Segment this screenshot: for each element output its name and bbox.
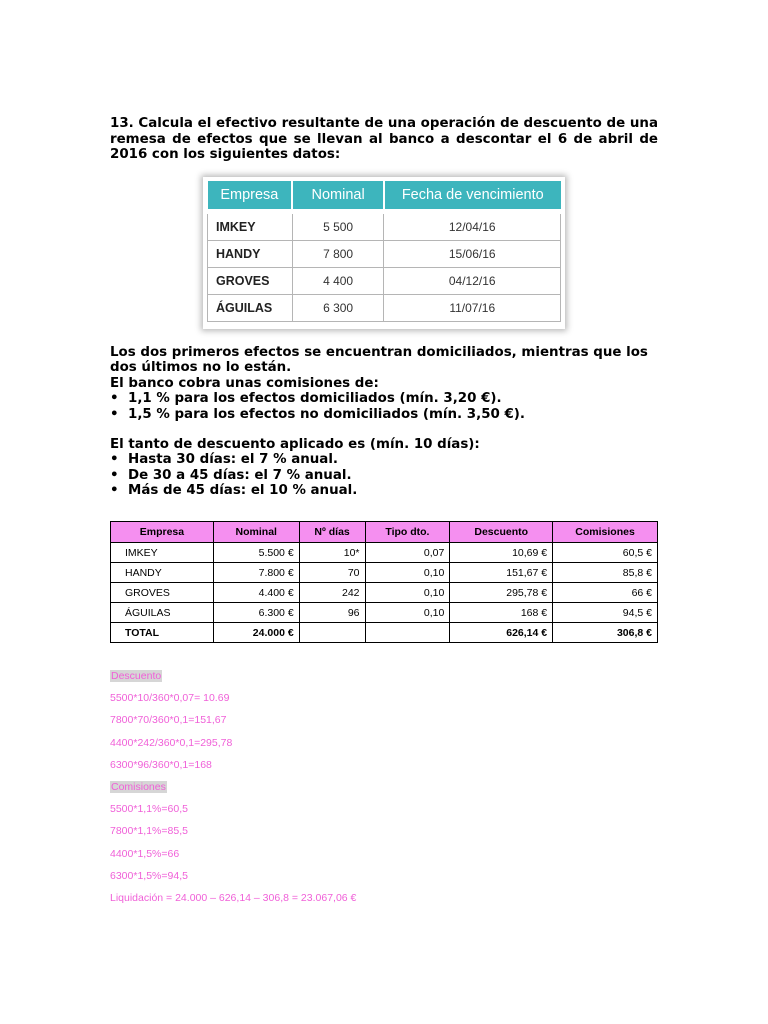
cell-nominal: 7 800 <box>292 241 384 268</box>
commissions-list <box>110 391 658 422</box>
table-row <box>208 268 561 295</box>
rates-intro: El tanto de descuento aplicado es (mín. 10 días): <box>110 437 480 453</box>
cell-empresa: IMKEY <box>111 543 214 563</box>
cell-dias: 10* <box>299 543 365 563</box>
cell-empresa: ÁGUILAS <box>208 295 293 322</box>
cell-descuento: 151,67 € <box>450 563 553 583</box>
table-row <box>111 563 658 583</box>
cell-dias: 70 <box>299 563 365 583</box>
list-item: • Más de 45 días: el 10 % anual. <box>110 483 658 498</box>
cell-nominal: 7.800 € <box>213 563 299 583</box>
cell-tipo: 0,10 <box>365 603 450 623</box>
data-table <box>207 181 561 322</box>
cell-empresa: HANDY <box>111 563 214 583</box>
cell-dias: 96 <box>299 603 365 623</box>
cell-comisiones: 60,5 € <box>553 543 658 563</box>
cell-tipo: 0,10 <box>365 563 450 583</box>
column-header: Empresa <box>111 522 214 543</box>
list-item: • Hasta 30 días: el 7 % anual. <box>110 452 658 467</box>
column-header: Descuento <box>450 522 553 543</box>
column-header: Nominal <box>292 181 384 212</box>
cell-comisiones: 85,8 € <box>553 563 658 583</box>
cell-descuento: 168 € <box>450 603 553 623</box>
result-table <box>110 521 658 643</box>
rates-list <box>110 452 658 498</box>
cell-total-dias <box>299 623 365 643</box>
cell-tipo: 0,10 <box>365 583 450 603</box>
descuento-heading: Descuento <box>111 670 162 682</box>
cell-total-nominal: 24.000 € <box>213 623 299 643</box>
data-table-image <box>203 177 565 329</box>
cell-nominal: 4.400 € <box>213 583 299 603</box>
cell-empresa: HANDY <box>208 241 293 268</box>
descuento-line: 7800*70/360*0,1=151,67 <box>110 714 227 727</box>
cell-fecha: 04/12/16 <box>384 268 561 295</box>
cell-nominal: 5 500 <box>292 212 384 241</box>
total-row <box>111 623 658 643</box>
cell-total-label: TOTAL <box>111 623 214 643</box>
cell-nominal: 4 400 <box>292 268 384 295</box>
cell-nominal: 6 300 <box>292 295 384 322</box>
column-header: Nominal <box>213 522 299 543</box>
cell-comisiones: 94,5 € <box>553 603 658 623</box>
cell-nominal: 5.500 € <box>213 543 299 563</box>
problem-statement: 13. Calcula el efectivo resultante de una operación de descuento de una remesa de efectos que se llevan al banco a descontar el 6 de abril de 2016 con los siguientes datos: <box>110 116 658 162</box>
cell-total-tipo <box>365 623 450 643</box>
cell-empresa: GROVES <box>111 583 214 603</box>
column-header: Tipo dto. <box>365 522 450 543</box>
cell-fecha: 11/07/16 <box>384 295 561 322</box>
cell-tipo: 0,07 <box>365 543 450 563</box>
table-row <box>111 543 658 563</box>
commissions-intro: El banco cobra unas comisiones de: <box>110 375 379 391</box>
cell-fecha: 15/06/16 <box>384 241 561 268</box>
cell-empresa: GROVES <box>208 268 293 295</box>
cell-total-comisiones: 306,8 € <box>553 623 658 643</box>
column-header: Fecha de vencimiento <box>384 181 561 212</box>
comisiones-heading: Comisiones <box>111 780 166 793</box>
column-header: Empresa <box>208 181 293 212</box>
list-item: • 1,1 % para los efectos domiciliados (mín. 3,20 €). <box>110 391 658 406</box>
list-item: • 1,5 % para los efectos no domiciliados (mín. 3,50 €). <box>110 407 658 422</box>
cell-total-descuento: 626,14 € <box>450 623 553 643</box>
table-row <box>111 583 658 603</box>
cell-comisiones: 66 € <box>553 583 658 603</box>
table-row <box>208 241 561 268</box>
conditions-text <box>110 345 658 499</box>
comisiones-line: 4400*1,5%=66 <box>110 847 180 860</box>
comisiones-line: 6300*1,5%=94,5 <box>110 869 188 882</box>
column-header: Comisiones <box>553 522 658 543</box>
comisiones-line: 5500*1,1%=60,5 <box>110 803 188 816</box>
cell-dias: 242 <box>299 583 365 603</box>
table-row <box>208 212 561 241</box>
table-row <box>111 603 658 623</box>
table-row <box>208 295 561 322</box>
descuento-line: 5500*10/360*0,07= 10.69 <box>110 692 230 705</box>
cell-empresa: IMKEY <box>208 212 293 241</box>
cell-nominal: 6.300 € <box>213 603 299 623</box>
cell-empresa: ÁGUILAS <box>111 603 214 623</box>
liquidacion-line: Liquidación = 24.000 – 626,14 – 306,8 = 23.067,06 € <box>110 891 357 904</box>
comisiones-line: 7800*1,1%=85,5 <box>110 825 188 838</box>
descuento-line: 6300*96/360*0,1=168 <box>110 758 212 771</box>
descuento-line: 4400*242/360*0,1=295,78 <box>110 736 233 749</box>
cell-fecha: 12/04/16 <box>384 212 561 241</box>
list-item: • De 30 a 45 días: el 7 % anual. <box>110 468 658 483</box>
column-header: Nº días <box>299 522 365 543</box>
cell-descuento: 10,69 € <box>450 543 553 563</box>
calculation-notes <box>110 668 356 912</box>
cell-descuento: 295,78 € <box>450 583 553 603</box>
domiciliation-paragraph: Los dos primeros efectos se encuentran domiciliados, mientras que los dos últimos no lo están. <box>110 345 648 376</box>
